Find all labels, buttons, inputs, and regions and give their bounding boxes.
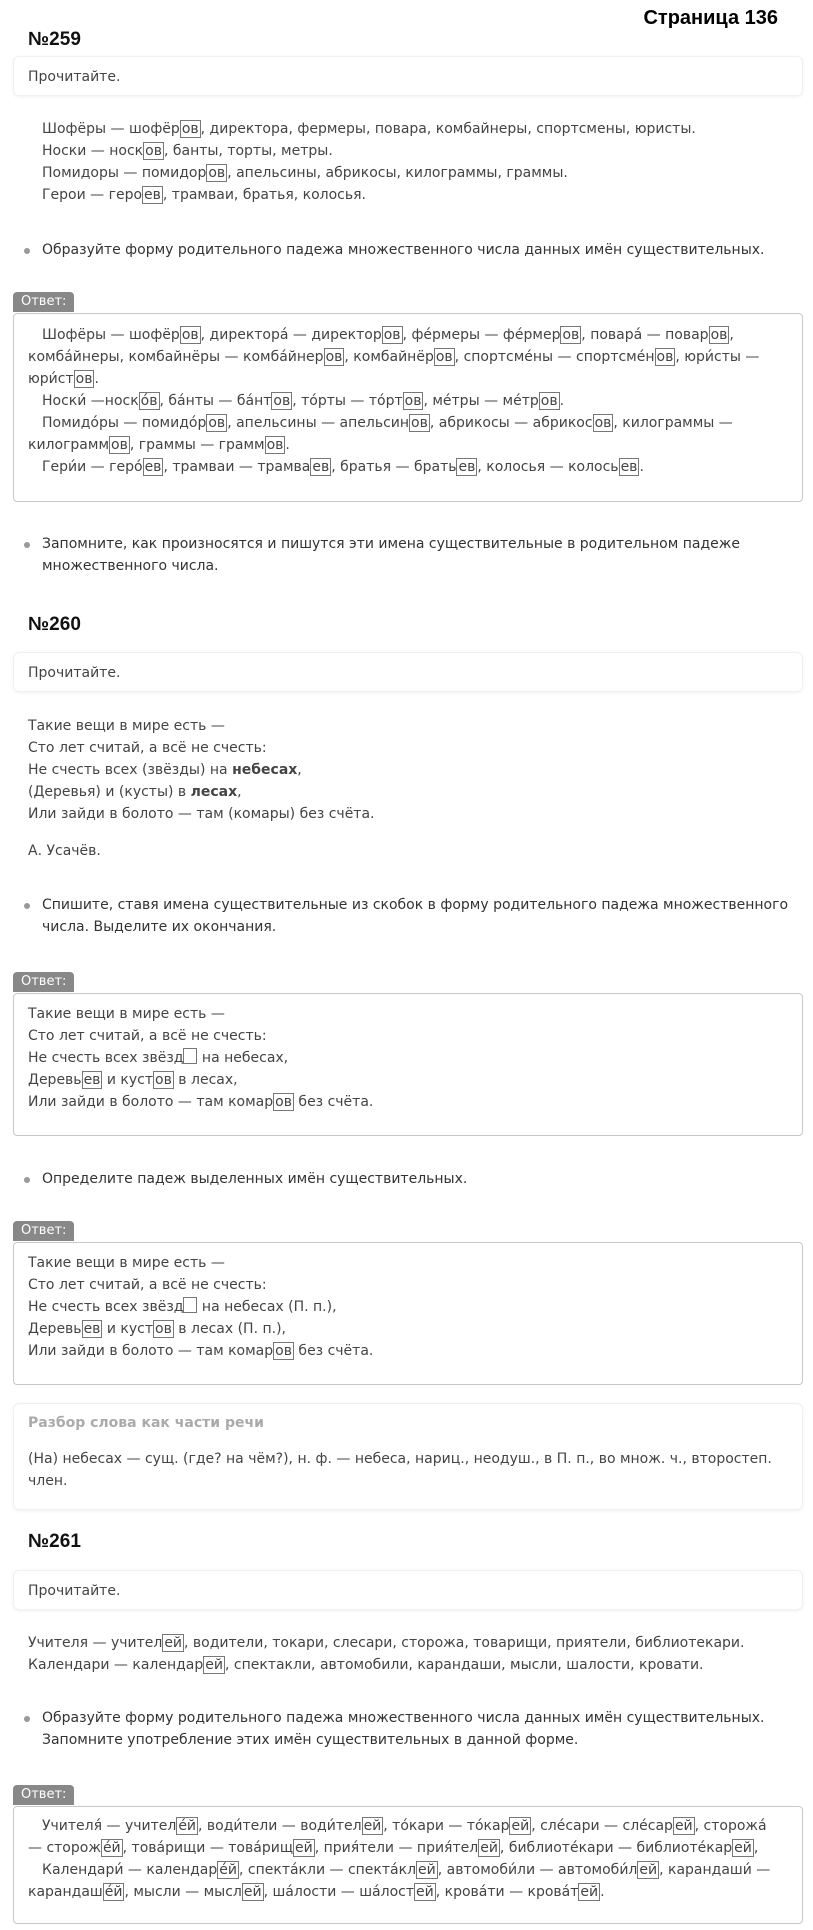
text-line: Носки́ —носк óв , бáнты — бáнт ов , тóрты — тóрт ов , мéтры — мéтр ов .: [42, 393, 565, 409]
zero-ending-box: [183, 1297, 197, 1313]
exercise-261-answer-label: Ответ:: [13, 1785, 74, 1805]
ending-box: ов: [404, 393, 422, 409]
ending-box: ов: [181, 327, 199, 343]
text-line: — сторож éй , товáрищи — товáрищ ей , прия́тели — прия́тел ей , библиотéкари — библиотéкар ей ,: [28, 1840, 759, 1856]
exercise-259-answer: [13, 313, 803, 502]
exercise-260-task-2: Определите падеж выделенных имён существительных.: [22, 1168, 812, 1190]
ending-box: ов: [208, 415, 226, 431]
ending-box: ев: [144, 187, 161, 203]
ending-box: ей: [674, 1818, 693, 1834]
exercise-260-answer-1: Такие вещи в мире есть — Сто лет считай, а всё не счесть: Не счесть всех звёзд на небесах, Деревь ев и куст ов в лесах, Или зайди в болото — там комар ов без счёта.: [13, 993, 803, 1136]
text-line: комбáйнеры, комбайнёры — комбáйнер ов , комбайнёр ов , спортсмéны — спортсмéн ов , юри́сты —: [28, 349, 760, 365]
ending-box: ов: [208, 165, 226, 181]
text-line: Учителя́ — учител éй , води́тели — води́тел ей , тóкари — тóкар ей , слéсари — слéсар ей , сторожá: [42, 1818, 767, 1834]
text-line: Календари — календар ей , спектакли, автомобили, карандаши, мысли, шалости, кровати.: [28, 1657, 704, 1673]
exercise-260-poem: [28, 715, 798, 825]
exercise-260-answer-1-label: Ответ:: [13, 972, 74, 992]
exercise-259-text: [28, 118, 798, 206]
ending-box: ей: [416, 1884, 434, 1900]
ending-box: éй: [104, 1884, 123, 1900]
highlighted-noun: лесах: [190, 784, 238, 800]
word-parse-section: [13, 1403, 803, 1510]
text-line: юри́ст ов .: [28, 371, 99, 387]
poem-line: (Деревья) и (кусты) в лесах,: [28, 784, 242, 800]
exercise-261-task-1: Образуйте форму родительного падежа множественного числа данных имён существительных. Запомните употребление этих имён существительных в данной форме.: [22, 1707, 812, 1751]
exercise-260-task-1: Спишите, ставя имена существительные из скобок в форму родительного падежа множественного числа. Выделите их окончания.: [22, 894, 812, 938]
exercise-259-task-1: Образуйте форму родительного падежа множественного числа данных имён существительных.: [22, 239, 812, 261]
ending-box: ей: [511, 1818, 530, 1834]
ending-box: ей: [734, 1840, 752, 1856]
ending-box: ов: [266, 437, 284, 453]
ending-box: ов: [273, 393, 291, 409]
ending-box: ев: [620, 459, 638, 475]
exercise-259-task-2: Запомните, как произносятся и пишутся эти имена существительные в родительном падеже множественного числа.: [22, 533, 812, 577]
ending-box: éй: [219, 1862, 237, 1878]
poem-author: А. Усачёв.: [28, 843, 101, 859]
text-line: Шофёры — шофёр ов , директорá — директор ов , фéрмеры — фéрмер ов , поварá — повар ов ,: [42, 327, 734, 343]
ending-box: ов: [594, 415, 612, 431]
text-line: Помидóры — помидóр ов , апельсины — апельсин ов , абрикосы — абрикос ов , килограммы —: [42, 415, 733, 431]
ending-box: ов: [325, 349, 343, 365]
ending-box: ев: [83, 1321, 101, 1337]
zero-ending-box: [183, 1048, 197, 1064]
exercise-261-instruction: Прочитайте.: [13, 1570, 803, 1610]
ending-box: ев: [83, 1072, 101, 1088]
ending-box: ей: [580, 1884, 599, 1900]
ending-box: ов: [181, 121, 199, 137]
exercise-261-text: [28, 1632, 798, 1676]
exercise-259-title: №259: [28, 29, 81, 50]
ending-box: ов: [145, 143, 162, 159]
text-line: Шофёры — шофёр ов , директора, фермеры, повара, комбайнеры, спортсмены, юристы.: [42, 121, 696, 137]
ending-box: ов: [383, 327, 401, 343]
text-line: Помидоры — помидор ов , апельсины, абрикосы, килограммы, граммы.: [42, 165, 568, 181]
ending-box: ов: [540, 393, 558, 409]
exercise-259-instruction: Прочитайте.: [13, 56, 803, 96]
poem-line: Или зайди в болото — там (комары) без счёта.: [28, 806, 375, 822]
ending-box: ей: [639, 1862, 658, 1878]
ending-box: ей: [295, 1840, 313, 1856]
page-number: Страница 136: [643, 7, 778, 29]
text-line: килограмм ов , граммы — грамм ов .: [28, 437, 290, 453]
ending-box: ов: [155, 1072, 172, 1088]
ending-box: ов: [75, 371, 93, 387]
ending-box: ей: [480, 1840, 498, 1856]
poem-line: Не счесть всех (звёзды) на небесах,: [28, 762, 302, 778]
ending-box: ей: [418, 1862, 436, 1878]
text-line: Носки — носк ов , банты, торты, метры.: [42, 143, 333, 159]
text-line: Герои — геро ев , трамваи, братья, колосья.: [42, 187, 367, 203]
ending-box: ов: [411, 415, 428, 431]
exercise-261-answer: [13, 1806, 803, 1924]
ending-box: ов: [275, 1343, 292, 1359]
ending-box: ов: [656, 349, 674, 365]
ending-box: ов: [435, 349, 453, 365]
text-line: Учителя — учител ей , водители, токари, слесари, сторожа, товарищи, приятели, библиотекари.: [28, 1635, 745, 1651]
ending-box: ов: [710, 327, 728, 343]
ending-box: óв: [140, 393, 158, 409]
ending-box: éй: [102, 1840, 121, 1856]
highlighted-noun: небесах: [232, 762, 298, 778]
text-line: Календари́ — календар éй , спектáкли — спектáкл ей , автомоби́ли — автомоби́л ей , карандаши́ —: [42, 1862, 771, 1878]
word-parse-title: Разбор слова как части речи: [28, 1415, 264, 1431]
ending-box: ей: [243, 1884, 262, 1900]
exercise-260-instruction: Прочитайте.: [13, 652, 803, 692]
word-parse-text: (На) небесах — сущ. (где? на чём?), н. ф. — небеса, нариц., неодуш., в П. п., во множ. ч., второстеп. член.: [28, 1451, 772, 1489]
ending-box: ов: [155, 1321, 172, 1337]
ending-box: ей: [363, 1818, 382, 1834]
exercise-259-answer-label: Ответ:: [13, 292, 74, 312]
exercise-260-title: №260: [28, 614, 81, 635]
ending-box: ов: [111, 437, 128, 453]
text-line: карандаш éй , мысли — мысл ей , шáлости — шáлост ей , кровáти — кровáт ей .: [28, 1884, 605, 1900]
ending-box: ов: [562, 327, 580, 343]
exercise-260-answer-2-label: Ответ:: [13, 1221, 74, 1241]
text-line: Гери́и — герó ев , трамваи — трамва ев , братья — брать ев , колосья — колось ев .: [42, 459, 644, 475]
exercise-261-title: №261: [28, 1531, 81, 1552]
exercise-260-answer-2: Такие вещи в мире есть — Сто лет считай, а всё не счесть: Не счесть всех звёзд на небесах (П. п.), Деревь ев и куст ов в лесах (П. п.), Или зайди в болото — там комар ов без счёта.: [13, 1242, 803, 1385]
ending-box: éй: [178, 1818, 197, 1834]
ending-box: ев: [312, 459, 330, 475]
poem-line: Сто лет считай, а всё не счесть:: [28, 740, 267, 756]
ending-box: ев: [144, 459, 162, 475]
ending-box: ев: [458, 459, 476, 475]
ending-box: ей: [164, 1635, 183, 1651]
ending-box: ей: [205, 1657, 223, 1673]
poem-line: Такие вещи в мире есть —: [28, 718, 225, 734]
ending-box: ов: [275, 1094, 292, 1110]
